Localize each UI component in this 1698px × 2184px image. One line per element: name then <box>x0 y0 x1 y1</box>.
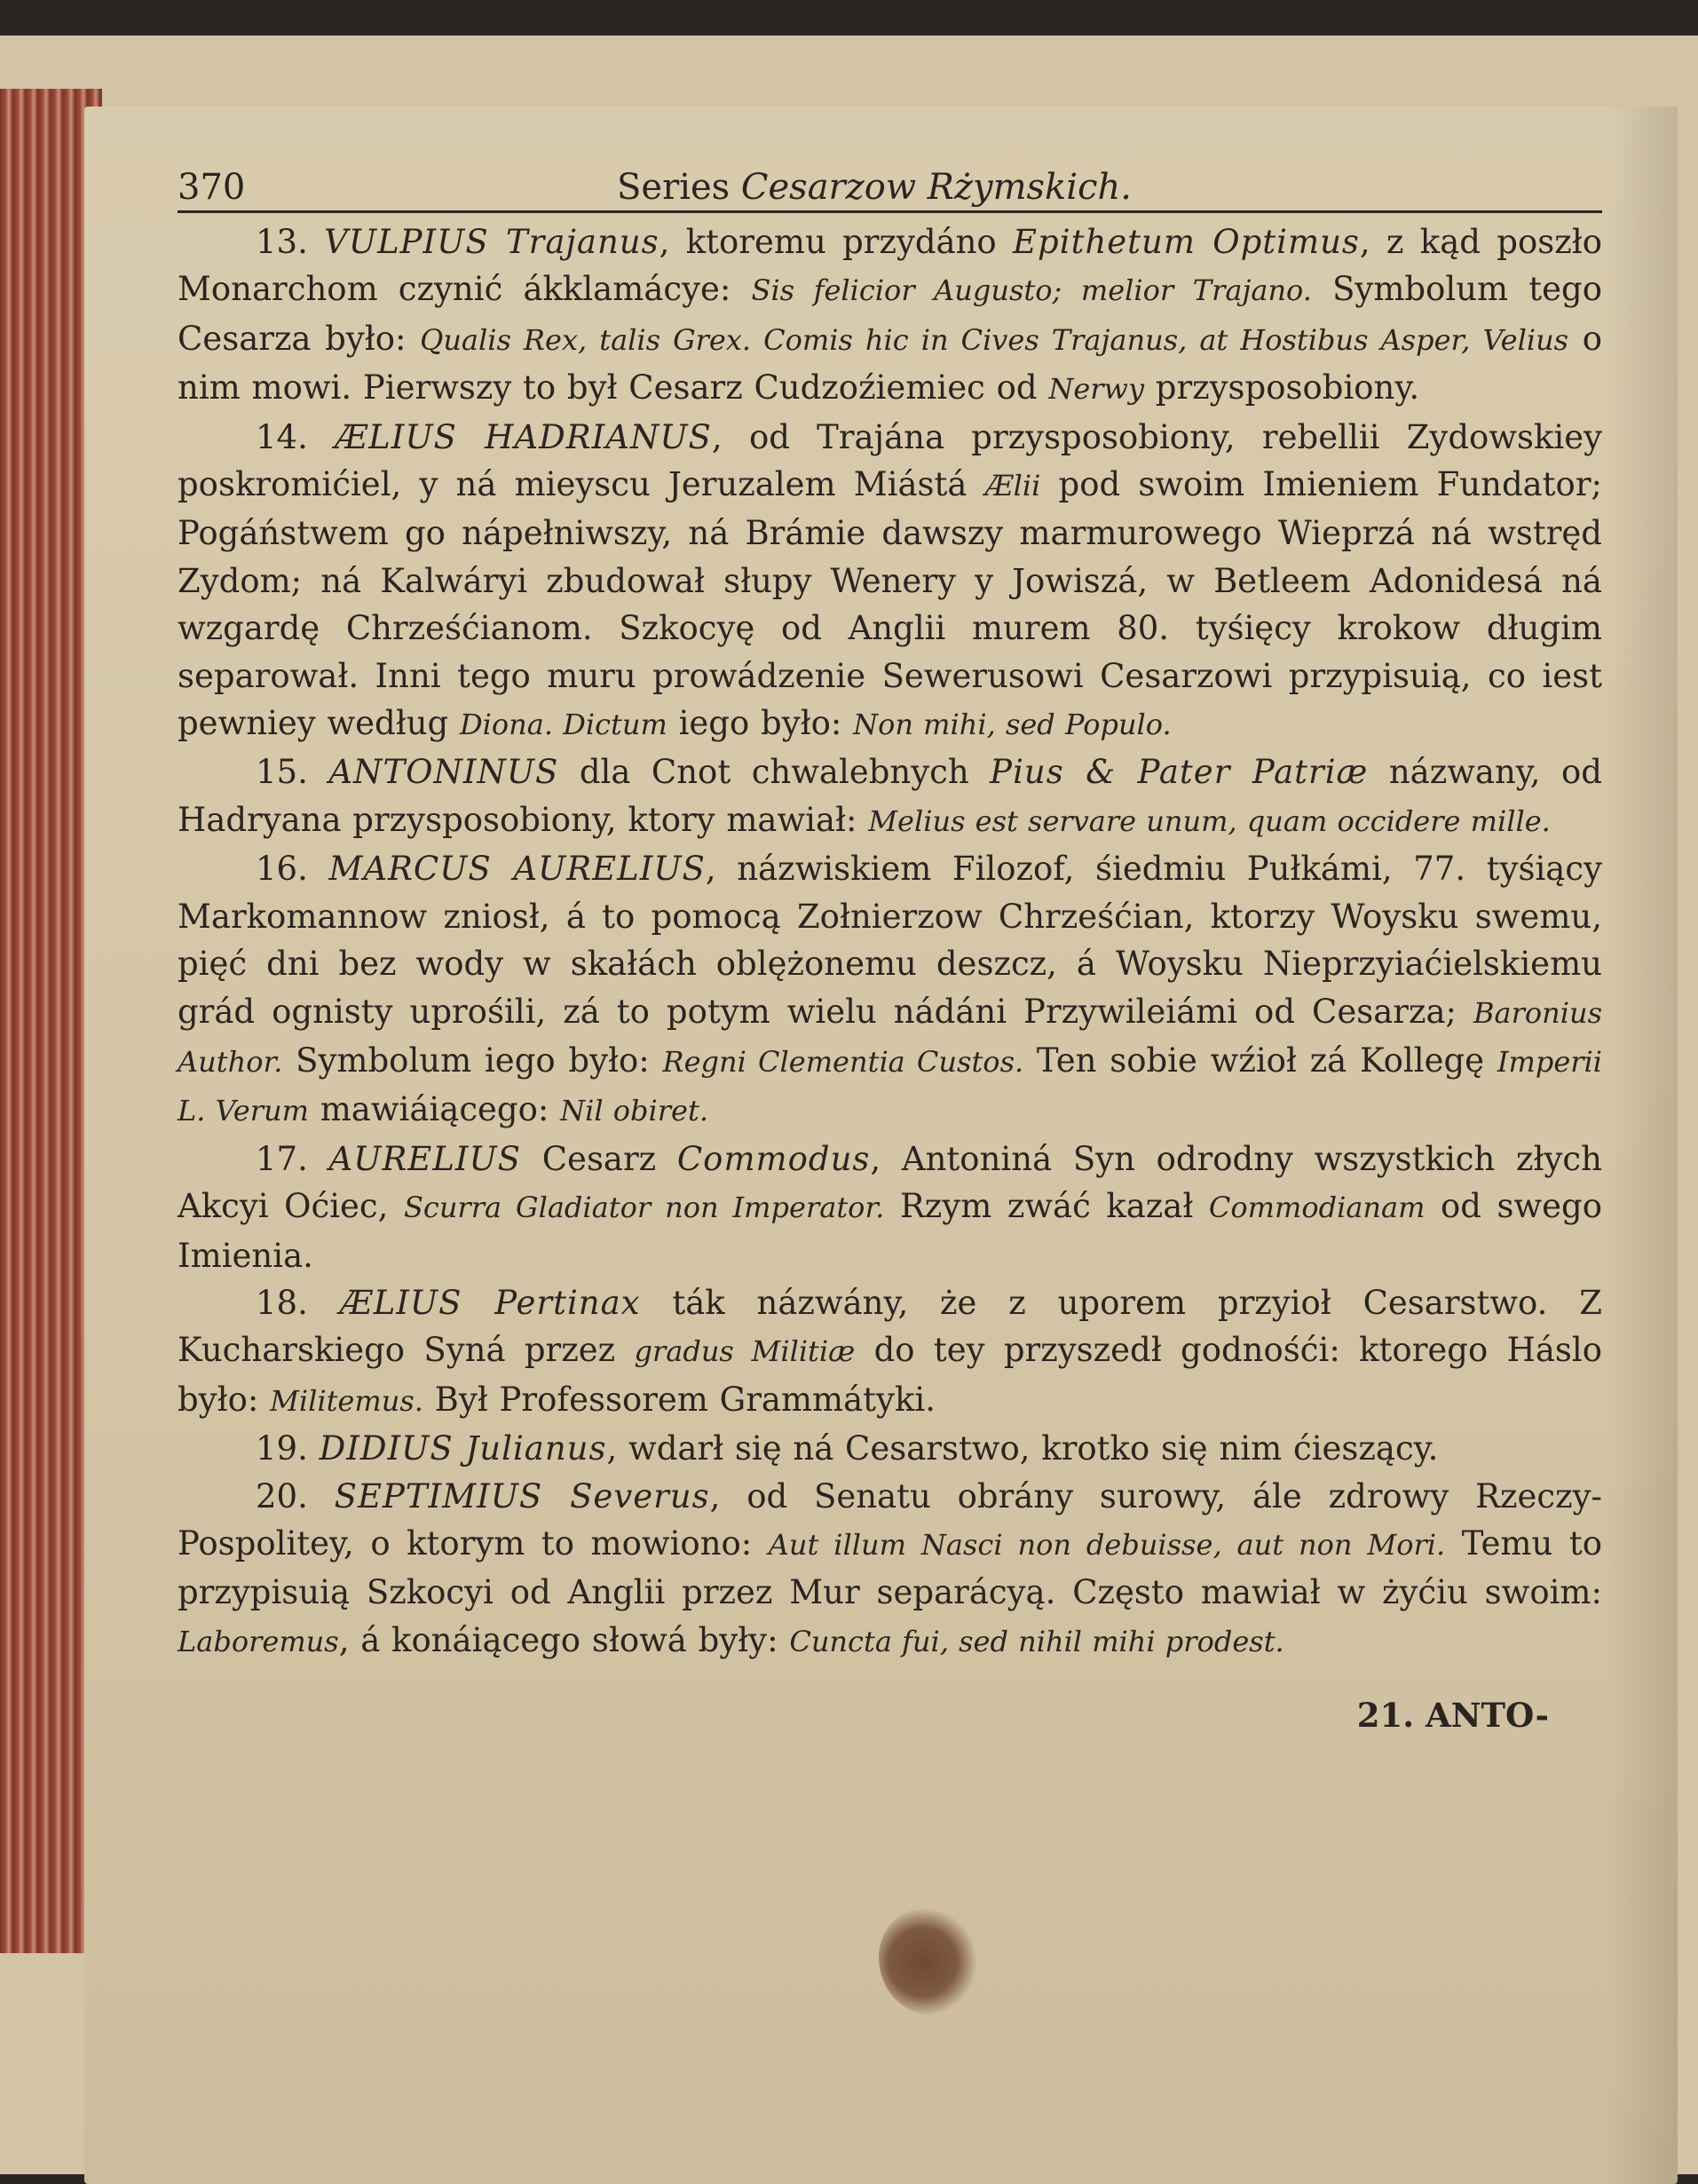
text-run: Epithetum Optimus <box>1013 223 1360 261</box>
running-head-plain: Series <box>617 167 741 208</box>
text-run: Nil obiret. <box>560 1094 709 1128</box>
text-run: , názwiskiem Filozof, śiedmiu Pułkámi, 77. tyśiący Markomannow zniosł, á to pomocą Zołnierzow Chrześćian, ktorzy Woysku swemu, pięć dni bez wody w skałách oblężonemu deszcz, á Woysku Nieprzyiaćielskiemu grád ognisty uprośili, zá to potym wielu nádáni Przywileiámi od Cesarza; <box>178 850 1602 1031</box>
running-head <box>617 164 1132 210</box>
text-run: gradus Militiæ <box>634 1334 856 1369</box>
text-run: Symbolum tego Cesarza było: <box>178 270 1602 358</box>
text-run: Cesarz <box>521 1139 677 1178</box>
page-content <box>178 164 1602 1735</box>
text-run: Diona. Dictum <box>460 708 667 742</box>
text-run: Nerwy <box>1048 372 1145 407</box>
text-run: 17. <box>256 1139 329 1178</box>
text-run: 15. <box>256 753 329 792</box>
paragraph-17 <box>178 1136 1602 1279</box>
text-run: MARCUS AURELIUS <box>328 850 706 889</box>
text-run: Militemus. <box>270 1383 423 1418</box>
text-run: Commodianam <box>1208 1191 1426 1225</box>
text-run: , ktoremu przydáno <box>659 223 1014 261</box>
text-run: ták názwány, że z uporem przyioł Cesarstwo. Z Kucharskiego Syná przez <box>178 1283 1602 1370</box>
text-run: Ælii <box>984 469 1041 503</box>
text-run: , á konáiącego słowá były: <box>338 1620 790 1659</box>
text-run: , Antoniná Syn odrodny wszystkich złych Akcyi Oćiec, <box>178 1139 1602 1226</box>
text-run: VULPIUS Trajanus <box>324 223 659 261</box>
text-run: AURELIUS <box>328 1139 522 1178</box>
text-run: Melius est servare unum, quam occidere mille. <box>868 803 1551 838</box>
running-head-italic: Cesarzow Rżymskich. <box>740 167 1132 208</box>
paragraph-15 <box>178 748 1602 845</box>
text-run: Aut illum Nasci non debuisse, aut non Mori. <box>768 1527 1446 1562</box>
catchword: 21. ANTO- <box>1356 1696 1549 1736</box>
text-run: Imperii L. Verum <box>178 1044 1603 1128</box>
text-run: Regni Clementia Custos. <box>662 1044 1024 1079</box>
ink-stain <box>879 1909 976 2015</box>
paragraph-13 <box>178 218 1602 414</box>
text-run: od swego Imienia. <box>178 1187 1603 1275</box>
text-run: 14. <box>256 417 336 456</box>
text-run: názwany, od Hadryana przysposobiony, ktory mawiał: <box>178 753 1602 839</box>
text-run: 13. <box>256 223 325 261</box>
text-run: Laboremus <box>178 1624 339 1658</box>
text-run: Rzym zwáć kazał <box>884 1187 1209 1226</box>
text-run: Sis felicior Augusto; melior Trajano. <box>751 273 1312 308</box>
text-run: 20. <box>256 1476 335 1515</box>
paragraph-18 <box>178 1279 1602 1425</box>
text-run: przysposobiony. <box>1144 368 1420 408</box>
text-run: SEPTIMIUS Severus <box>334 1476 710 1515</box>
text-run: Ten sobie wźioł zá Kollegę <box>1023 1041 1497 1080</box>
text-run: Cuncta fui, sed nihil mihi prodest. <box>789 1624 1284 1658</box>
text-run: Pius & Pater Patriæ <box>990 753 1369 792</box>
body-text <box>178 218 1602 1666</box>
text-run: Symbolum iego było: <box>282 1041 663 1080</box>
gutter-shadow <box>1607 107 1678 2184</box>
text-run: dla Cnot chwalebnych <box>558 753 991 792</box>
text-run: mawiáiącego: <box>308 1090 561 1129</box>
text-run: 16. <box>256 850 329 889</box>
text-run: ÆLIUS Pertinax <box>339 1283 641 1322</box>
text-run: 18. <box>256 1283 340 1322</box>
page-number: 370 <box>178 167 246 208</box>
text-run: Scurra Gladiator non Imperator. <box>403 1191 885 1225</box>
text-run: , od Senatu obrány surowy, ále zdrowy Rzeczy-Pospolitey, o ktorym to mowiono: <box>178 1476 1602 1563</box>
text-run: ANTONINUS <box>328 753 559 792</box>
text-run: Commodus <box>676 1139 871 1178</box>
text-run: o nim mowi. Pierwszy to był Cesarz Cudzoźiemiec od <box>178 319 1603 408</box>
text-run: pod swoim Imieniem Fundator; Pogáństwem go nápełniwszy, ná Brámie dawszy marmurowego Wieprzá ná wstręd Zydom; ná Kalwáryi zbudował słupy Wenery y Jowiszá, w Betleem Adonidesá ná wzgardę Chrześćianom. Szkocyę od Anglii murem 80. tyśięcy krokow długim separował. Inni tego muru prowádzenie Sewerusowi Cesarzowi przypisuią, co iest pewniey według <box>178 465 1602 743</box>
text-run: Qualis Rex, talis Grex. Comis hic in Cives Trajanus, at Hostibus Asper, Velius <box>420 322 1569 357</box>
text-run: , wdarł się ná Cesarstwo, krotko się nim ćieszący. <box>606 1429 1439 1468</box>
text-run: 19. <box>256 1429 320 1468</box>
text-run: , z kąd poszło Monarchom czynić ákklamácye: <box>178 223 1603 309</box>
paragraph-16 <box>178 845 1602 1135</box>
text-run: Baronius Author. <box>178 995 1602 1079</box>
text-run: , od Trajána przysposobiony, rebellii Zydowskiey poskromićiel, y ná mieyscu Jeruzalem Miástá <box>178 417 1602 504</box>
text-run: DIDIUS Julianus <box>319 1429 607 1468</box>
page-header <box>178 164 1602 213</box>
text-run: do tey przyszedł godnośći: ktorego Háslo było: <box>178 1331 1603 1419</box>
text-run: ÆLIUS HADRIANUS <box>335 417 712 456</box>
text-run: iego było: <box>667 704 854 743</box>
text-run: Był Professorem Grammátyki. <box>423 1380 936 1419</box>
text-run: Non mihi, sed Populo. <box>853 708 1172 742</box>
paragraph-14 <box>178 414 1602 749</box>
text-run: Temu to przypisuią Szkocyi od Anglii przez Mur separácyą. Często mawiał w żyćiu swoim: <box>178 1523 1602 1612</box>
paragraph-20 <box>178 1473 1602 1666</box>
paragraph-19 <box>178 1425 1602 1472</box>
